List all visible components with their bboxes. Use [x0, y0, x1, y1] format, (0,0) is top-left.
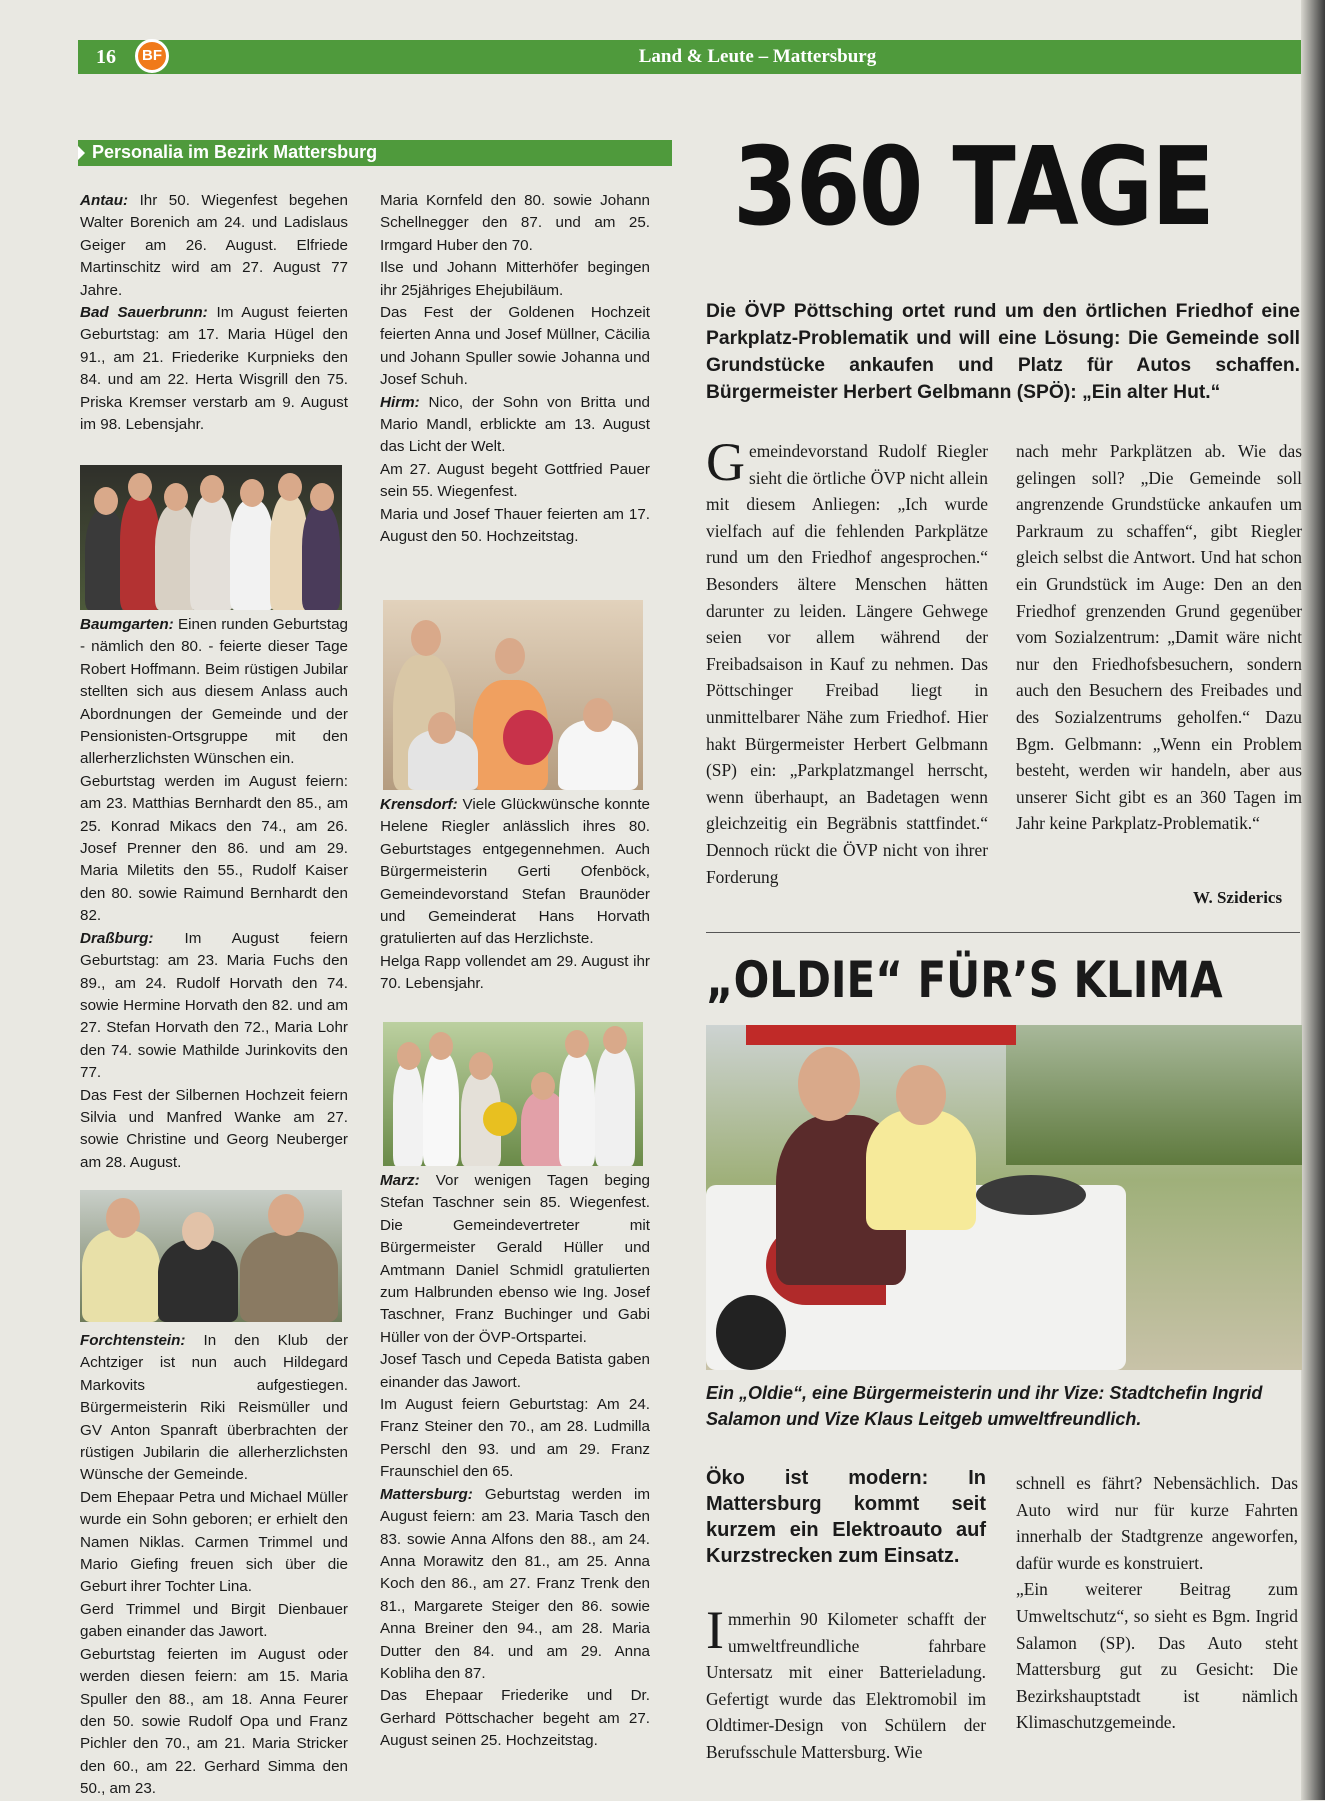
wheel — [716, 1295, 786, 1370]
personalia-entry — [80, 1644, 348, 1801]
article2-col1 — [706, 1600, 986, 1766]
personalia-col2-a — [380, 190, 650, 549]
personalia-col2-b — [380, 794, 650, 996]
person — [595, 1046, 635, 1166]
face — [428, 712, 456, 744]
face — [531, 1072, 555, 1100]
divider — [706, 932, 1300, 933]
face — [200, 475, 224, 503]
entry-text: Das Fest der Silbernen Hochzeit feiern Silvia und Manfred Wanke am 27. sowie Christine und Georg Neuberger am 28. August. — [80, 1086, 348, 1171]
article1-col2 — [1016, 438, 1302, 837]
face — [896, 1065, 946, 1125]
entry-text: In den Klub der Achtziger ist nun auch Hildegard Markovits aufgestiegen. Bürgermeisterin Riki Reismüller und GV Anton Spanraft überbrachten der rüstigen Jubilarin die allerherzlichsten Wünsche der Gemeinde. — [80, 1332, 348, 1484]
page-number: 16 — [96, 46, 116, 68]
personalia-entry — [380, 190, 650, 257]
face — [397, 1042, 421, 1070]
personalia-entry — [380, 1685, 650, 1752]
entry-text: Das Ehepaar Friederike und Dr. Gerhard Pöttschacher begeht am 27. August seinen 25. Hochzeitstag. — [380, 1687, 650, 1750]
face — [106, 1198, 140, 1238]
entry-text: Dem Ehepaar Petra und Michael Müller wurde ein Sohn geboren; er erhielt den Namen Niklas. Carmen Trimmel und Mario Giefing freuen sich über die Geburt ihrer Tochter Lina. — [80, 1488, 348, 1596]
personalia-entry — [80, 190, 348, 302]
entry-text: Maria und Josef Thauer feierten am 17. August den 50. Hochzeitstag. — [380, 505, 650, 546]
face — [495, 638, 525, 674]
place-name: Forchtenstein: — [80, 1332, 186, 1349]
page-fold-shadow — [1301, 0, 1325, 1800]
person — [559, 1052, 595, 1166]
place-name: Bad Sauerbrunn: — [80, 304, 208, 322]
article1-text1: emeindevorstand Rudolf Riegler sieht die örtliche ÖVP nicht allein mit diesem Anliegen: „Ich wurde vielfach auf die fehlenden Parkplätze rund um den Friedhof angesprochen.“ Besonders ältere Menschen hätten darunter zu leiden. Längere Gehwege seien vor allem während der Freibadsaison in Kauf zu nehmen. Das Pöttschinger Freibad liegt in unmittelbarer Nähe zum Friedhof. Hier hakt Bürgermeister Herbert Gelbmann (SP) ein: „Parkplatzmangel herrscht, wenn überhaupt, an Badetagen wenn gleichzeitig ein Begräbnis stattfindet.“ Dennoch rückt die ÖVP nicht von ihrer Forderung — [706, 441, 988, 887]
photo-krensdorf — [383, 600, 643, 790]
face — [94, 487, 118, 515]
face — [278, 473, 302, 501]
article2-text1: mmerhin 90 Kilometer schafft der umweltfreundliche fahrbare Untersatz mit einer Batterieladung. Gefertigt wurde das Elektromobil im Oldtimer-Design von Schülern der Berufsschule Mattersburg. Wie — [706, 1609, 986, 1762]
personalia-entry — [80, 1599, 348, 1644]
face — [310, 483, 334, 511]
personalia-entry — [380, 459, 650, 504]
personalia-col2-c — [380, 1170, 650, 1753]
personalia-entry — [380, 392, 650, 459]
entry-text: Geburtstag werden im August feiern: am 23. Matthias Bernhardt den 85., am 25. Konrad Mikacs den 74., am 26. Josef Prenner den 86. und am 29. Maria Miletits den 55., Rudolf Kaiser den 80. sowie Raimund Bernhardt den 82. — [80, 772, 348, 925]
entry-text: Ihr 50. Wiegenfest begehen Walter Borenich am 24. und Ladislaus Geiger am 26. August. Elfriede Martinschitz wird am 27. August 77 Jahre. — [80, 192, 348, 299]
personalia-col1-c — [80, 1330, 348, 1801]
steering-wheel — [976, 1175, 1086, 1215]
article1-lede: Die ÖVP Pöttsching ortet rund um den örtlichen Friedhof eine Parkplatz-Problematik und will eine Lösung: Die Gemeinde soll Grundstücke ankaufen und Platz für Autos schaffen. Bürgermeister Herbert Gelbmann (SPÖ): „Ein alter Hut.“ — [706, 301, 1300, 403]
person — [240, 1232, 338, 1322]
dropcap: I — [706, 1600, 724, 1660]
article2-col2 — [1016, 1470, 1298, 1736]
entry-text: Josef Tasch und Cepeda Batista gaben einander das Jawort. — [380, 1351, 650, 1391]
person — [393, 1062, 423, 1166]
entry-text: Am 27. August begeht Gottfried Pauer sein 55. Wiegenfest. — [380, 460, 650, 501]
face — [268, 1194, 304, 1236]
flowers — [483, 1102, 517, 1136]
headline-360-tage: 360 TAGE — [733, 125, 1214, 250]
personalia-col1-b — [80, 614, 348, 1174]
personalia-entry — [380, 302, 650, 392]
person — [85, 510, 125, 610]
personalia-entry — [380, 1349, 650, 1394]
person — [423, 1052, 459, 1166]
personalia-entry — [80, 614, 348, 771]
car-roof — [746, 1025, 1016, 1045]
dropcap: G — [706, 432, 745, 492]
personalia-entry — [80, 1330, 348, 1487]
personalia-bar — [78, 140, 672, 166]
face — [182, 1212, 214, 1250]
section-title: Land & Leute – Mattersburg — [638, 46, 877, 67]
person — [302, 505, 340, 610]
place-name: Antau: — [80, 192, 129, 209]
entry-text: Geburtstag feierten im August oder werden diesen feiern: am 15. Maria Spuller den 88., am 18. Anna Feurer den 50. sowie Rudolf Opa und Franz Pichler den 70., am 21. Maria Stricker den 60., am 22. Gerhard Simma den 50., am 23. — [80, 1645, 348, 1798]
article1-col1 — [706, 432, 988, 890]
place-name: Mattersburg: — [380, 1485, 473, 1503]
entry-text: Ilse und Johann Mitterhöfer begingen ihr 25jähriges Ehejubiläum. — [380, 259, 650, 299]
entry-text: Im August feiern Geburtstag: Am 24. Franz Steiner den 70., am 28. Ludmilla Perschl den 93. und am 29. Franz Fraunschiel den 65. — [380, 1396, 650, 1481]
personalia-entry — [380, 1484, 650, 1686]
entry-text: Einen runden Geburtstag - nämlich den 80. - feierte dieser Tage Robert Hoffmann. Beim rüstigen Jubilar stellten sich aus diesem Anlass auch Abordnungen der Gemeinde und der Pensionisten-Ortsgruppe mit den allerherzlichsten Wünschen ein. — [80, 616, 348, 768]
person — [230, 500, 274, 610]
person — [190, 495, 234, 610]
place-name: Draßburg: — [80, 929, 154, 947]
place-name: Krensdorf: — [380, 796, 458, 813]
face — [565, 1030, 589, 1058]
place-name: Baumgarten: — [80, 616, 174, 633]
person — [120, 495, 160, 610]
article2-text2a: schnell es fährt? Nebensächlich. Das Auto wird nur für kurze Fahrten innerhalb der Stadtgrenze angeworfen, dafür wurde es konstruiert. — [1016, 1473, 1298, 1573]
face — [411, 620, 441, 656]
entry-text: Maria Kornfeld den 80. sowie Johann Schellnegger den 87. und am 25. Irmgard Huber den 70. — [380, 192, 650, 254]
entry-text: Gerd Trimmel und Birgit Dienbauer gaben einander das Jawort. — [80, 1600, 348, 1641]
photo-marz — [383, 1022, 643, 1166]
face — [798, 1047, 860, 1121]
face — [128, 473, 152, 501]
entry-text: Im August feierten Geburtstag: am 17. Maria Hügel den 91., am 21. Friederike Kurpnieks den 84. und am 22. Herta Wisgrill den 75. Priska Kremser verstarb am 9. August im 98. Lebensjahr. — [80, 304, 348, 434]
article2-text2b: „Ein weiterer Beitrag zum Umweltschutz“, so sieht es Bgm. Ingrid Salamon (SP). Das Auto steht Mattersburg gut zu Gesicht: Die Bezirkshauptstadt ist nämlich Klimaschutzgemeinde. — [1016, 1579, 1298, 1733]
face — [469, 1052, 493, 1080]
person — [158, 1240, 238, 1322]
face — [164, 483, 188, 511]
personalia-entry — [380, 1394, 650, 1484]
personalia-col1-a — [80, 190, 348, 436]
personalia-entry — [80, 302, 348, 436]
personalia-entry — [80, 1487, 348, 1599]
person — [82, 1230, 160, 1322]
personalia-entry — [80, 928, 348, 1085]
article2-lede: Öko ist modern: In Mattersburg kommt seit kurzem ein Elektroauto auf Kurzstrecken zum Einsatz. — [706, 1467, 986, 1567]
entry-text: Nico, der Sohn von Britta und Mario Mandl, erblickte am 13. August das Licht der Welt. — [380, 393, 650, 456]
photo-caption: Ein „Oldie“, eine Bürgermeisterin und ihr Vize: Stadtchefin Ingrid Salamon und Vize Klaus Leitgeb umweltfreundlich. — [706, 1383, 1263, 1429]
article1-text2: nach mehr Parkplätzen ab. Wie das gelingen soll? „Die Gemeinde soll angrenzende Grundstücke ankaufen um Parkraum zu schaffen“, gibt Riegler gleich selbst die Antwort. Und hat schon ein Grundstück im Auge: Den an den Friedhof grenzenden Grund gegenüber vom Sozialzentrum: „Damit wäre nicht nur den Friedhofsbesuchern, sondern auch den Besuchern des Freibades und des Sozialzentrums geholfen.“ Dazu Bgm. Gelbmann: „Wenn ein Problem besteht, werden wir handeln, aber aus unserer Sicht gibt es an 360 Tagen im Jahr keine Parkplatz-Problematik.“ — [1016, 441, 1302, 834]
face — [429, 1032, 453, 1060]
entry-text: Vor wenigen Tagen beging Stefan Taschner sein 85. Wiegenfest. Die Gemeindevertreter mit Bürgermeister Gerald Hüller und Amtmann Daniel Schmidl gratulierten zum Halbrunden ebenso wie Ing. Josef Taschner, Franz Buchinger und Gabi Hüller von der ÖVP-Ortspartei. — [380, 1172, 650, 1346]
entry-text: Geburtstag werden im August feiern: am 23. Maria Tasch den 83. sowie Anna Alfons den 88., am 24. Anna Morawitz den 81., am 25. Anna Koch den 86., am 27. Franz Trenk den 81., Margarete Steiger den 86. sowie Anna Breiner den 94., am 28. Maria Dutter den 84. und am 29. Anna Kobliha den 87. — [380, 1485, 650, 1682]
personalia-entry — [80, 771, 348, 928]
photo-oldie-car — [706, 1025, 1302, 1370]
photo-forchtenstein — [80, 1190, 342, 1322]
personalia-entry — [380, 794, 650, 951]
person — [866, 1110, 976, 1230]
entry-text: Das Fest der Goldenen Hochzeit feierten Anna und Josef Müllner, Cäcilia und Johann Spuller sowie Johanna und Josef Schuh. — [380, 304, 650, 389]
personalia-entry — [380, 1170, 650, 1349]
entry-text: Im August feiern Geburtstag: am 23. Maria Fuchs den 89., am 24. Rudolf Horvath den 74. sowie Hermine Horvath den 82. und am 27. Stefan Horvath den 72., Maria Lohr den 74. sowie Mathilde Jurinkovits den 77. — [80, 929, 348, 1082]
flowers — [503, 710, 553, 765]
face — [603, 1026, 627, 1054]
headline-oldie: „OLDIE“ FÜR’S KLIMA — [706, 951, 1223, 1009]
photo-baumgarten — [80, 465, 342, 610]
entry-text: Helga Rapp vollendet am 29. August ihr 70. Lebensjahr. — [380, 952, 650, 993]
author: W. Sziderics — [1193, 888, 1283, 907]
personalia-entry — [380, 951, 650, 996]
personalia-title: Personalia im Bezirk Mattersburg — [92, 142, 378, 162]
personalia-entry — [380, 504, 650, 549]
trees — [1006, 1025, 1302, 1165]
face — [583, 698, 613, 732]
face — [240, 479, 264, 507]
personalia-entry — [380, 257, 650, 302]
place-name: Marz: — [380, 1172, 420, 1189]
place-name: Hirm: — [380, 393, 420, 411]
personalia-entry — [80, 1085, 348, 1175]
bf-logo: BF — [135, 39, 169, 73]
entry-text: Viele Glückwünsche konnte Helene Riegler anlässlich ihres 80. Geburtstages entgegennehmen. Auch Bürgermeisterin Gerti Ofenböck, Gemeindevorstand Stefan Braunöder und Gemeinderat Hans Horvath gratulierten auf das Herzlichste. — [380, 796, 650, 948]
